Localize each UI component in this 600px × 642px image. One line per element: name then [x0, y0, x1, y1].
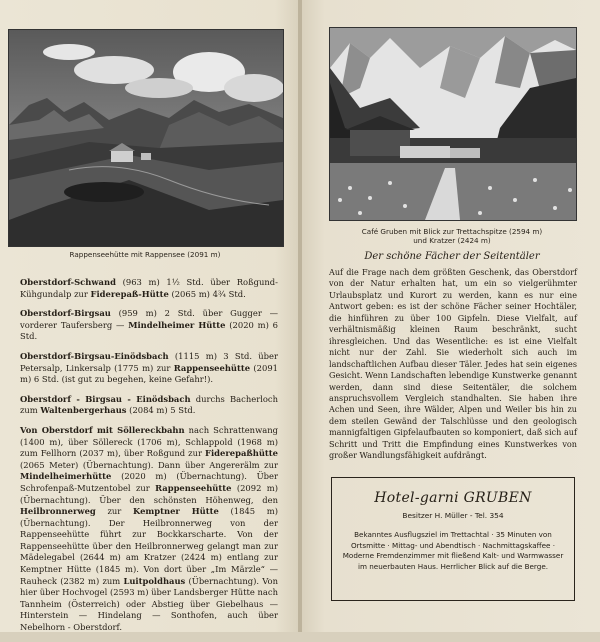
rappensee-photo [8, 29, 284, 247]
hotel-owner: Besitzer H. Müller - Tel. 354 [402, 511, 504, 520]
route-text: (2020 m) (Übernachtung). Über Schrofenpaß-Mutzentobel zur [20, 471, 278, 493]
route-item [20, 308, 278, 343]
route-text: (1115 m) 3 Std. über Petersalp, Linkersalp (1775 m) zur [20, 350, 278, 373]
route-place: Fiderepaßhütte [205, 448, 278, 459]
cafe-gruben-caption [329, 227, 575, 245]
section-body: Auf die Frage nach dem größten Geschenk, das Oberstdorf von der Natur erhalten hat, um ein so vielgerühmter Urlaubsplatz und Kurort zu werden, kann es nur eine Antwort geben: es ist der schöne Fächer seiner Hochtäler, die hinführen zu über 100 Gipfeln. Diese Vielfalt, auf verhältnismäßig kleinen Raum beschränkt, sucht ihresgleichen. Und das Wesentliche: es ist eine Vielfalt nicht nur der Zahl. Sie wiederholt sich auch im landschaftlichen Aufbau dieser Täler. Jedes hat sein eigenes Gesicht. Wenn Landschaften lebendige Kunstwerke genannt werden, dann sind diese Seitentäler, die solchem anspruchsvollem Vergleich standhalten. Sie haben ihre Achen und Seen, ihre Wälder, Alpen und Weiler bis hin zu dem steilen Gewänd der Talschlüsse und den geologisch mannigfaltigen Gipfelaufbauten so komponiert, daß sich auf Schritt und Tritt die Empfindung eines Kunstwerkes von großer Wandlungsfähigkeit aufdrängt. [329, 267, 577, 461]
route-text: (2065 m) 4¾ Std. [168, 288, 246, 299]
route-place: Mindelheimerhütte [20, 471, 112, 482]
hotel-name: Hotel-garni GRUBEN [374, 490, 532, 506]
route-text: (2065 Meter) (Übernachtung). Dann über Angererälm zur [20, 459, 278, 470]
route-text: (963 m) 1½ Std. über Roßgund-Kühgundalp zur [20, 277, 278, 299]
cafe-gruben-caption-line-2: und Kratzer (2424 m) [413, 236, 491, 245]
route-place: Rappenseehütte [155, 482, 232, 493]
route-place: Rappenseehütte [173, 362, 251, 373]
route-text: nach Schrattenwang (1400 m), über Söllereck (1706 m), Schlappold (1968 m) zum Fellhorn (2037 m), über Roßgund zur [20, 424, 278, 459]
route-place: Oberstdorf - Birgsau - Einödsbach [20, 393, 191, 404]
route-place: Von Oberstdorf mit Söllereckbahn [20, 424, 185, 435]
route-text: durchs Bacherloch zum [20, 393, 279, 416]
route-text: (959 m) 2 Std. über Gugger — vorderer Taufersberg — [20, 308, 278, 330]
hotel-advertisement [331, 477, 575, 601]
route-item [20, 425, 278, 634]
route-item [20, 394, 278, 417]
route-text: (Übernachtung). Von hier über Hochvogel (2593 m) über Landsberger Hütte nach Tannheim (Österreich) oder Abstieg über Giebelhaus — Hinterstein — Hindelang — Sonthofen, auch über Nebelhorn - Oberstdorf. [20, 575, 278, 633]
page-fold [298, 0, 302, 632]
route-text: (1845 m) (Übernachtung). Der Heilbronnerweg von der Rappenseehütte führt zur Bockkarscharte. Von der Rappenseehütte über den Heilbronnerweg gelangt man zur Mädelegabel (2644 m) am Kratzer (2424 m) entlang zur Kemptner Hütte (1845 m). Von dort über „Im Märzle“ — Rauheck (2382 m) zum [20, 506, 278, 586]
section-heading: Der schöne Fächer der Seitentäler [364, 251, 540, 262]
route-place: Oberstdorf-Birgsau-Einödsbach [20, 350, 169, 361]
hotel-description: Bekanntes Ausflugsziel im Trettachtal · 35 Minuten von Ortsmitte · Mittag- und Abendtisch · Nachmittagskaffee · Moderne Fremdenzimmer mit fließend Kalt- und Warmwasser im neuerbauten Haus. Herrlicher Blick auf die Berge. [342, 530, 564, 571]
cafe-gruben-photo [329, 27, 577, 221]
route-place: Oberstdorf-Birgsau [20, 308, 111, 319]
route-text: (2084 m) 5 Std. [126, 405, 196, 416]
route-place: Luitpoldhaus [123, 575, 186, 586]
route-text: (2092 m) (Übernachtung). Über den schönsten Höhenweg, den [20, 482, 278, 505]
route-place: Fiderepaß-Hütte [90, 288, 169, 299]
route-list [20, 277, 278, 642]
route-place: Oberstdorf-Schwand [20, 277, 116, 287]
cafe-gruben-caption-line-1: Café Gruben mit Blick zur Trettachspitze (2594 m) [361, 227, 543, 236]
rappensee-caption: Rappenseehütte mit Rappensee (2091 m) [69, 250, 221, 259]
route-text: zur [95, 506, 133, 517]
route-text: (2091 m) 6 Std. (ist gut zu begehen, keine Gefahr!). [20, 362, 278, 385]
route-place: Mindelheimer Hütte [128, 319, 226, 330]
route-text: (2020 m) 6 Std. [20, 319, 279, 342]
route-place: Kemptner Hütte [132, 506, 219, 517]
route-item [20, 351, 278, 386]
route-item [20, 277, 278, 300]
route-place: Heilbronnerweg [20, 506, 96, 517]
route-place: Waltenbergerhaus [40, 405, 127, 416]
